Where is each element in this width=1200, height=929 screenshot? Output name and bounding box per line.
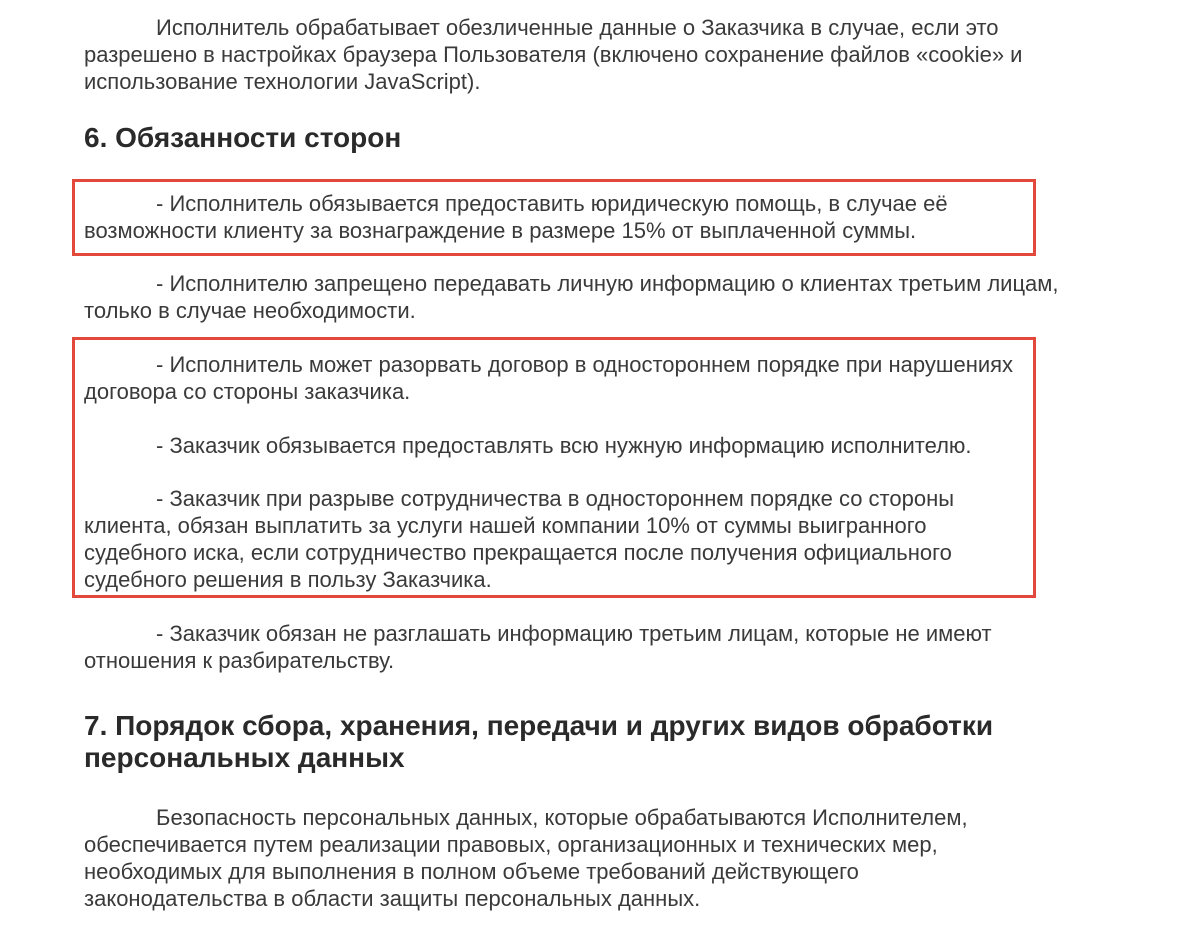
- highlight-box: [72, 337, 1036, 598]
- highlight-box: [72, 179, 1036, 256]
- obligation-item: - Исполнителю запрещено передавать личную информацию о клиентах третьим лицам, только в случае необходимости.: [84, 271, 1059, 323]
- obligation-item: - Исполнитель может разорвать договор в одностороннем порядке при нарушениях договора со стороны заказчика.: [84, 352, 1014, 404]
- section-6-heading: 6. Обязанности сторон: [84, 122, 402, 153]
- obligation-item: - Заказчик при разрыве сотрудничества в одностороннем порядке со стороны клиента, обязан выплатить за услуги нашей компании 10% от суммы выигранного судебного иска, если сотрудничество прекращается после получения официального судебного решения в пользу Заказчика.: [84, 486, 955, 592]
- intro-paragraph: Исполнитель обрабатывает обезличенные данные о Заказчика в случае, если это разрешено в настройках браузера Пользователя (включено сохранение файлов «cookie» и использование технологии JavaScript).: [84, 15, 1023, 94]
- obligation-item: - Заказчик обязывается предоставлять всю нужную информацию исполнителю.: [156, 433, 972, 458]
- section-7-heading: 7. Порядок сбора, хранения, передачи и других видов обработки персональных данных: [84, 710, 994, 773]
- section-7-paragraph: Безопасность персональных данных, которые обрабатываются Исполнителем, обеспечивается путем реализации правовых, организационных и технических мер, необходимых для выполнения в полном объеме требований действующего законодательства в области защиты персональных данных.: [84, 805, 968, 911]
- obligation-item: - Заказчик обязан не разглашать информацию третьим лицам, которые не имеют отношения к разбирательству.: [84, 621, 992, 673]
- obligation-item: - Исполнитель обязывается предоставить юридическую помощь, в случае её возможности клиенту за вознаграждение в размере 15% от выплаченной суммы.: [84, 191, 948, 243]
